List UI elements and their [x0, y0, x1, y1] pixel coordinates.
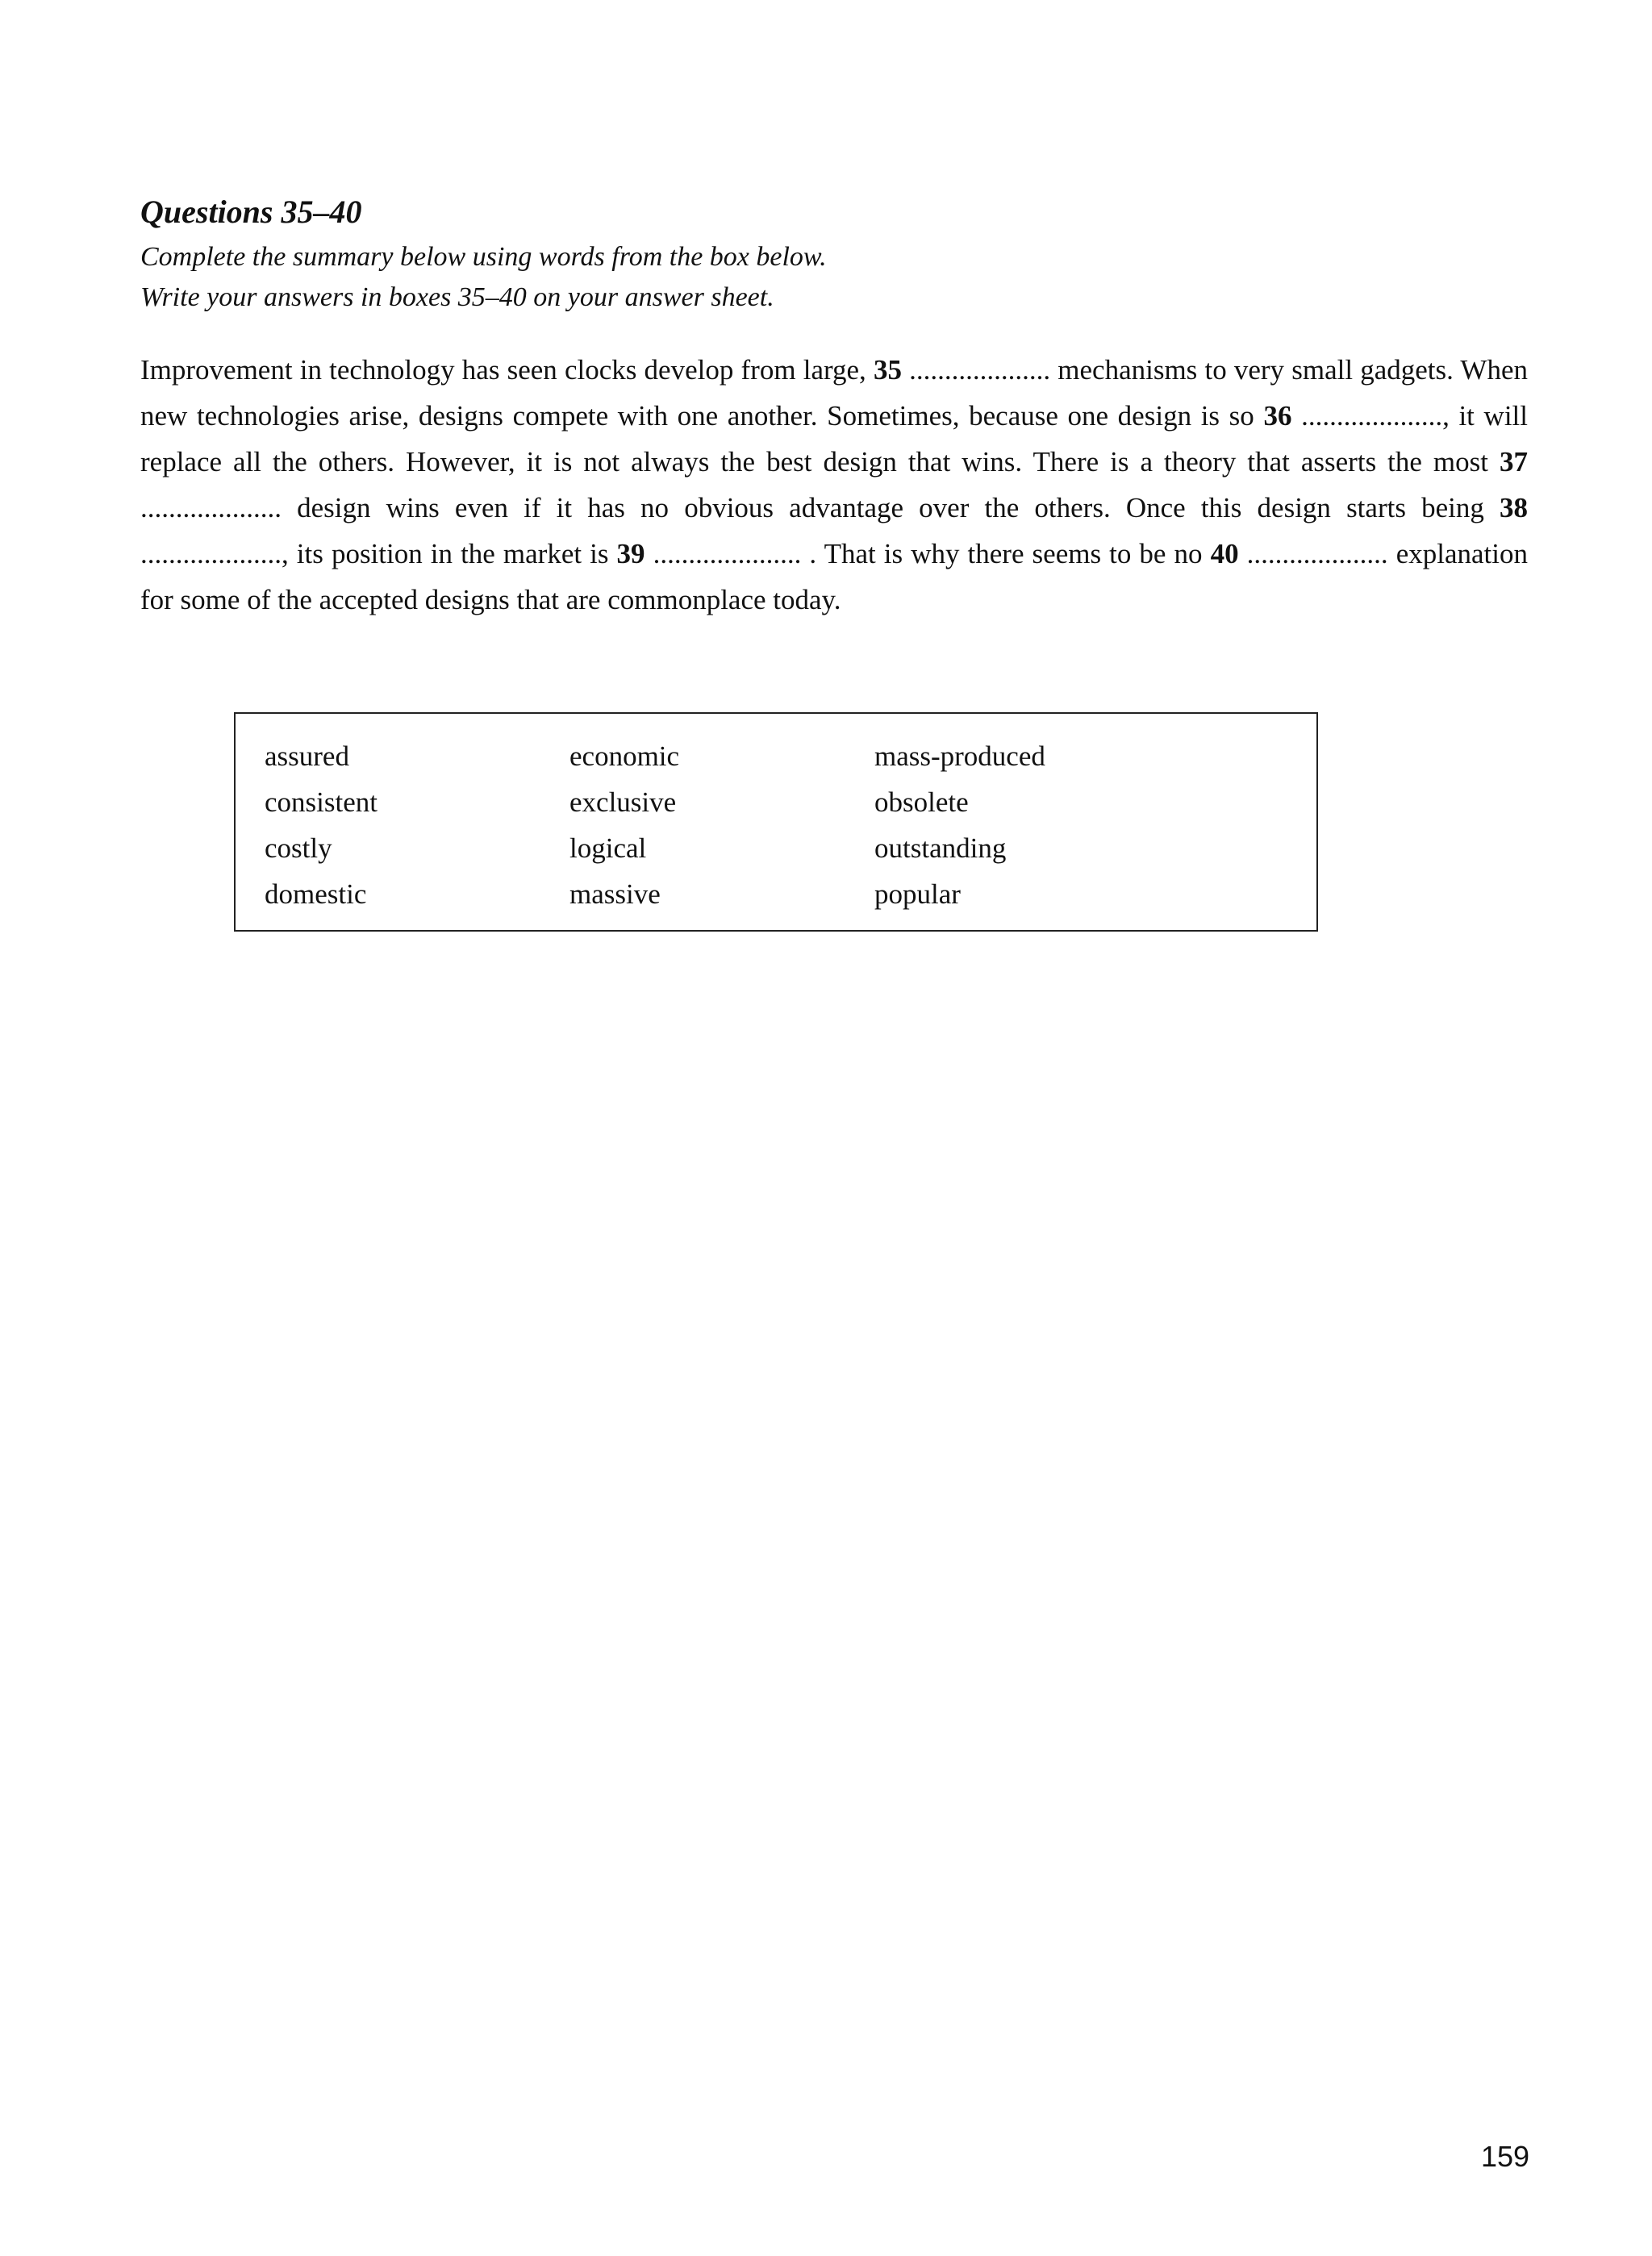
page-number: 159 — [1481, 2140, 1530, 2173]
instruction-line-1: Complete the summary below using words from the box below. — [140, 242, 827, 272]
summary-text: .................... mechanisms to very small gadgets. When new technologies arise, designs compete with one another. Sometimes, because one design is so — [140, 354, 1528, 432]
word-option: popular — [874, 878, 961, 910]
question-number-36: 36 — [1263, 400, 1292, 432]
summary-text: .................... explanation for some of the accepted designs that are commonplace today. — [140, 538, 1528, 615]
summary-paragraph — [140, 347, 1528, 623]
question-number-39: 39 — [616, 538, 645, 569]
word-option: costly — [265, 832, 332, 864]
word-option: domestic — [265, 878, 367, 910]
word-option: consistent — [265, 786, 378, 818]
word-option: massive — [569, 878, 661, 910]
word-option: logical — [569, 832, 647, 864]
question-number-35: 35 — [873, 354, 902, 386]
summary-text: ...................., it will replace all the others. However, it is not always the best design that wins. There is a theory that asserts the most — [140, 400, 1528, 477]
section-heading: Questions 35–40 — [140, 194, 362, 230]
word-option: exclusive — [569, 786, 677, 818]
word-option: mass-produced — [874, 740, 1045, 772]
question-number-37: 37 — [1500, 446, 1528, 477]
question-number-40: 40 — [1210, 538, 1239, 569]
instruction-line-2: Write your answers in boxes 35–40 on your answer sheet. — [140, 282, 774, 312]
summary-text: ..................... . That is why there seems to be no — [645, 538, 1211, 569]
word-option: outstanding — [874, 832, 1007, 864]
word-box — [234, 712, 1318, 932]
word-option: economic — [569, 740, 680, 772]
question-number-38: 38 — [1500, 492, 1528, 523]
question-section — [140, 192, 1528, 623]
summary-text: ...................., its position in the market is — [140, 538, 617, 569]
summary-text: Improvement in technology has seen clocks develop from large, — [140, 354, 874, 386]
word-option: assured — [265, 740, 349, 772]
word-option: obsolete — [874, 786, 969, 818]
word-list — [265, 733, 1179, 917]
summary-text: .................... design wins even if it has no obvious advantage over the others. Once this design starts being — [140, 492, 1500, 523]
